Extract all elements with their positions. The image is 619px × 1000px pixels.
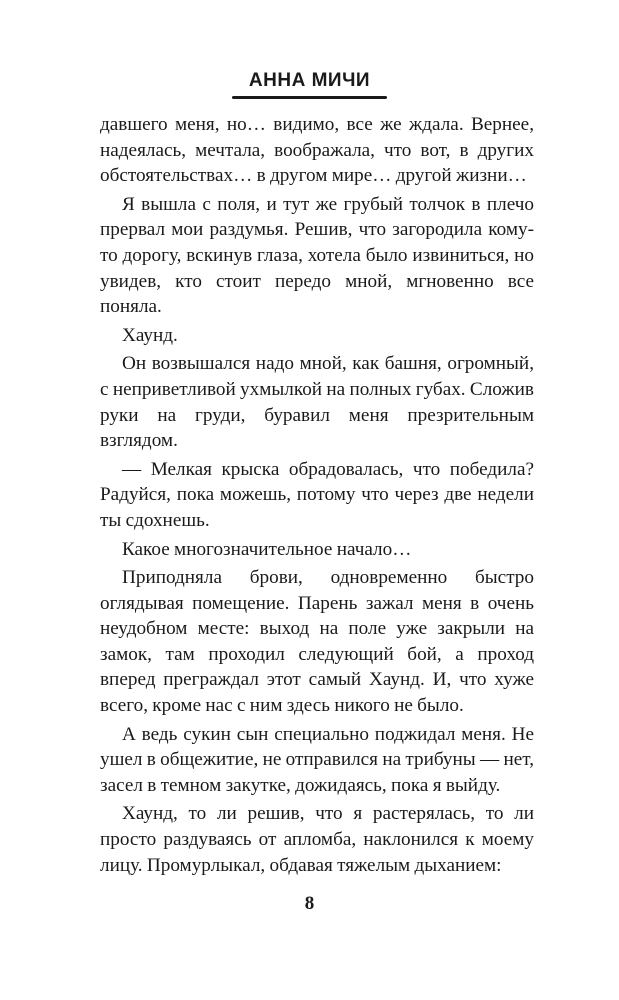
paragraph: А ведь сукин сын специально поджидал меня. Не ушел в общежитие, не отправился на трибуны — нет, засел в темном закутке, дожидаясь, пока я выйду. bbox=[100, 723, 534, 796]
page-number: 8 bbox=[304, 893, 315, 914]
running-header bbox=[0, 70, 619, 92]
paragraph: Я вышла с поля, и тут же грубый толчок в плечо прервал мои раздумья. Решив, что загородила кому-то дорогу, вскинув глаза, хотела было извиниться, но увидев, кто стоит передо мной, мгновенно все поняла. bbox=[100, 193, 534, 318]
header-rule bbox=[232, 96, 387, 99]
author-name: АННА МИЧИ bbox=[248, 70, 371, 91]
paragraph: Он возвышался надо мной, как башня, огромный, с неприветливой ухмылкой на полных губах. Сложив руки на груди, буравил меня презрительным взглядом. bbox=[100, 353, 534, 452]
paragraph: — Мелкая крыска обрадовалась, что победила? Радуйся, пока можешь, потому что через две недели ты сдохнешь. bbox=[100, 458, 534, 531]
paragraph: давшего меня, но… видимо, все же ждала. Вернее, надеялась, мечтала, воображала, что вот, в других обстоятельствах… в другом мире… другой жизни… bbox=[100, 114, 534, 187]
paragraph: Хаунд. bbox=[122, 324, 178, 346]
paragraph: Какое многозначительное начало… bbox=[122, 538, 412, 560]
paragraph: Приподняла брови, одновременно быстро оглядывая помещение. Парень зажал меня в очень неудобном месте: выход на поле уже закрыли на замок, там проходил следующий бой, а проход вперед преграждал этот самый Хаунд. И, что хуже всего, кроме нас с ним здесь никого не было. bbox=[100, 567, 534, 717]
body-text bbox=[100, 112, 534, 878]
paragraph: Хаунд, то ли решив, что я растерялась, то ли просто раздуваясь от апломба, наклонился к моему лицу. Промурлыкал, обдавая тяжелым дыханием: bbox=[100, 803, 534, 876]
